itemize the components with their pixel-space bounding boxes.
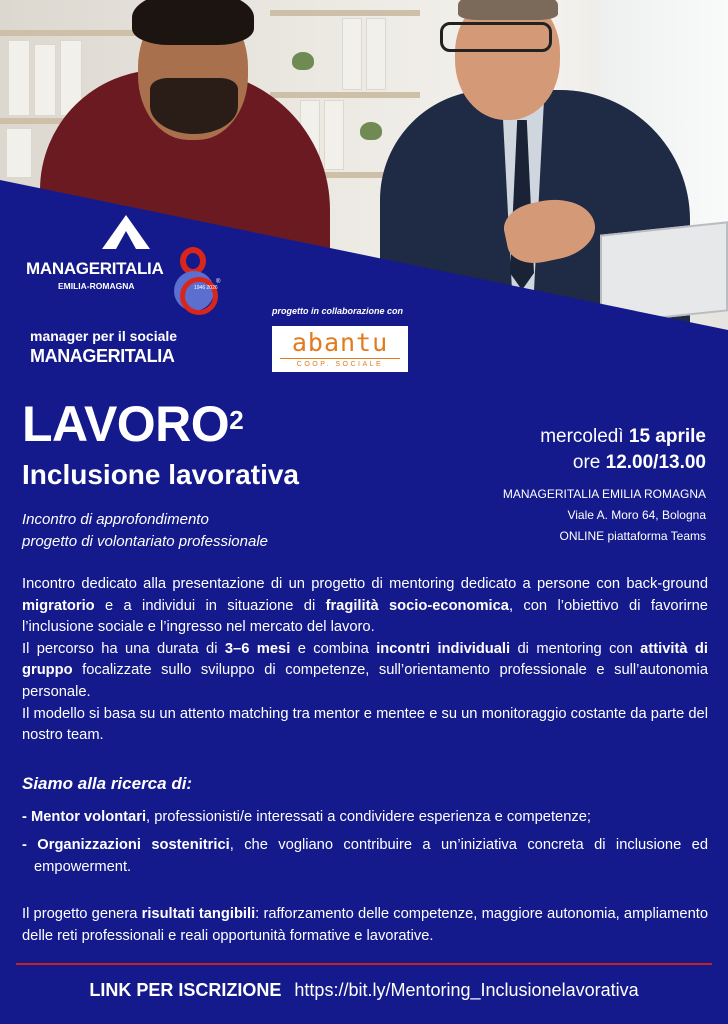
bold-span: incontri individuali — [376, 640, 511, 657]
text-span: e a individui in situazione di — [94, 597, 326, 614]
list-item-bold: - Mentor volontari — [22, 809, 147, 825]
list-item-text: , che vogliano contribuire a un’iniziativa concreta di inclusione ed empowerment. — [34, 837, 709, 875]
event-time — [503, 450, 706, 476]
abantu-rule — [280, 358, 400, 359]
text-span: Il percorso ha una durata di — [22, 640, 225, 657]
text-span: , con l’obiettivo di favorirne l’inclusione sociale e l’ingresso nel mercato del lavoro. — [22, 597, 708, 636]
event-time-prefix: ore — [572, 452, 606, 473]
person-right-hair — [458, 0, 558, 20]
managerialia-name: MANAGERITALIA — [26, 259, 164, 278]
search-heading: Siamo alla ricerca di: — [22, 774, 193, 793]
binder — [342, 18, 362, 90]
intro-line-2: progetto di volontariato professionale — [22, 533, 268, 550]
text-span: : rafforzamento delle competenze, maggiore autonomia, ampliamento delle reti professionali e reali opportunità formative e lavorative. — [22, 906, 708, 944]
event-info — [503, 424, 706, 547]
divider — [16, 963, 712, 965]
anniversary-80-icon — [174, 247, 224, 313]
paragraph-2 — [22, 639, 708, 704]
mountain-inner-icon — [116, 231, 136, 249]
text-span: Incontro dedicato alla presentazione di un progetto di mentoring dedicato a persone con back-ground — [22, 576, 708, 592]
description — [22, 574, 708, 747]
shelf — [270, 10, 420, 16]
glasses-icon — [440, 22, 552, 52]
search-list — [22, 806, 708, 884]
bold-span: risultati tangibili — [141, 906, 256, 922]
managerialia-logo — [24, 213, 224, 313]
title-superscript: 2 — [229, 405, 244, 435]
intro-line-1: Incontro di approfondimento — [22, 511, 209, 528]
bold-span: migratorio — [22, 597, 95, 614]
registration-label: LINK PER ISCRIZIONE — [89, 980, 282, 1000]
page-title — [22, 395, 243, 453]
paragraph-1 — [22, 574, 708, 639]
registered-mark: ® — [216, 279, 221, 285]
closing-paragraph — [22, 903, 708, 947]
person-left-beard — [150, 78, 238, 134]
manager-per-il-sociale-label: manager per il sociale — [30, 328, 178, 344]
venue-online: ONLINE piattaforma Teams — [559, 529, 706, 543]
event-date-value: 15 aprile — [628, 426, 706, 447]
list-item-bold: - Organizzazioni sostenitrici — [22, 837, 230, 853]
event-time-value: 12.00/13.00 — [605, 452, 706, 473]
abantu-logo — [272, 326, 408, 372]
plant — [292, 52, 314, 70]
managerialia-region: EMILIA-ROMAGNA — [58, 281, 135, 291]
bold-span: fragilità socio-economica — [325, 597, 509, 614]
plant — [360, 122, 382, 140]
binder — [6, 128, 32, 178]
person-left-hair — [132, 0, 254, 45]
venue-name: MANAGERITALIA EMILIA ROMAGNA — [502, 487, 706, 501]
abantu-subtitle: COOP. SOCIALE — [296, 361, 384, 368]
list-item — [22, 806, 708, 828]
registration-link-row — [0, 980, 728, 1001]
abantu-name: abantu — [291, 328, 389, 357]
eight-bottom-loop — [174, 271, 214, 311]
binder — [34, 44, 56, 116]
venue-address: Viale A. Moro 64, Bologna — [567, 508, 706, 522]
text-span: e combina — [290, 640, 377, 657]
event-date — [503, 424, 706, 450]
paragraph-3: Il modello si basa su un attento matching tra mentor e mentee e su un monitoraggio costante da parte del nostro team. — [22, 705, 708, 744]
binder — [8, 40, 30, 116]
event-venue — [503, 484, 706, 547]
shelf — [270, 92, 420, 98]
list-item-text: , professionisti/e interessati a condividere esperienza e competenze; — [146, 809, 591, 825]
bold-span: 3–6 mesi — [224, 640, 291, 657]
intro-text — [22, 509, 268, 553]
shelf — [0, 30, 140, 36]
page-subtitle: Inclusione lavorativa — [22, 459, 299, 490]
event-day: mercoledì — [540, 426, 629, 447]
list-item — [22, 834, 708, 878]
binder — [366, 18, 386, 90]
title-text: LAVORO — [22, 396, 230, 452]
text-span: focalizzate sullo sviluppo di competenze, sull’orientamento professionale e sull’autonomia personale. — [22, 662, 708, 700]
manager-per-il-sociale-brand: MANAGERITALIA — [30, 346, 175, 366]
text-span: Il progetto genera — [22, 906, 142, 922]
bold-span: attività di gruppo — [22, 640, 708, 679]
text-span: di mentoring con — [510, 640, 641, 657]
registration-link[interactable]: https://bit.ly/Mentoring_Inclusionelavorativa — [294, 980, 639, 1000]
binder — [324, 100, 344, 170]
collaboration-label: progetto in collaborazione con — [272, 306, 404, 316]
anniversary-years: 1946 2026 — [194, 285, 218, 291]
